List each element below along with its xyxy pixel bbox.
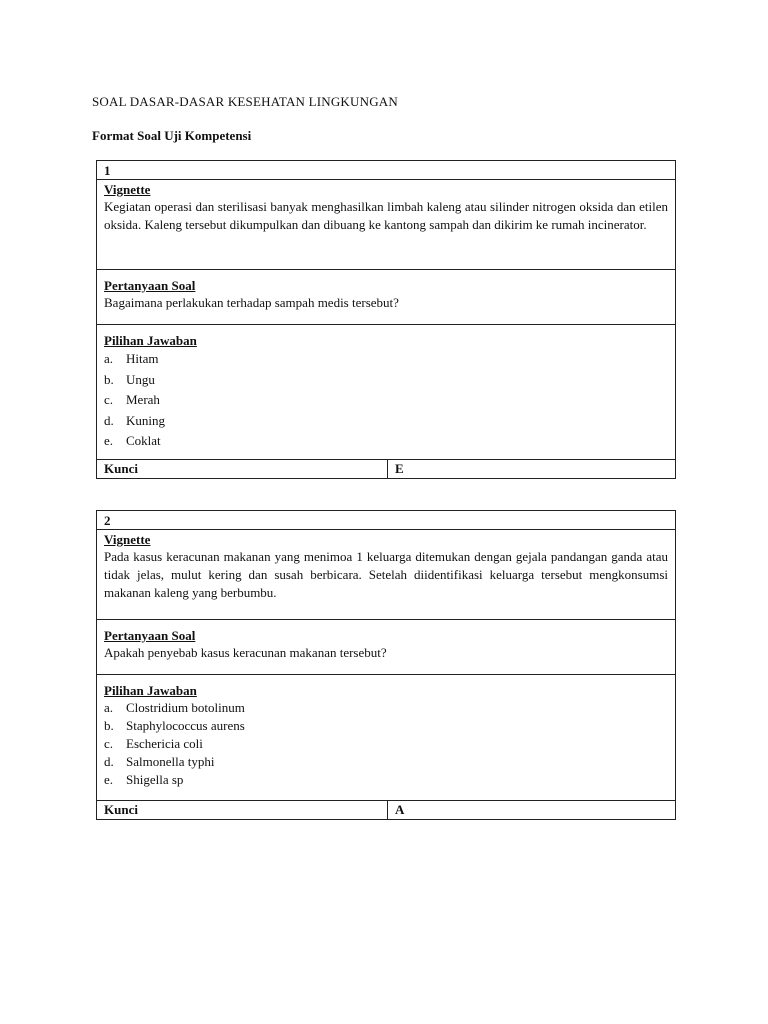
vignette-section	[97, 180, 675, 270]
option-text: Salmonella typhi	[126, 754, 215, 769]
answer-key-value: E	[395, 461, 404, 476]
option-letter: c.	[104, 392, 114, 407]
options-list	[104, 699, 668, 789]
option-text: Shigella sp	[126, 772, 184, 787]
options-list	[104, 349, 668, 452]
option-letter: a.	[104, 351, 114, 366]
option-item	[104, 753, 668, 771]
answer-key-label: Kunci	[97, 801, 388, 819]
vignette-label: Vignette	[104, 182, 151, 197]
option-item	[104, 370, 668, 391]
option-item	[104, 735, 668, 753]
option-item	[104, 411, 668, 432]
option-item	[104, 349, 668, 370]
option-text: Ungu	[126, 371, 155, 387]
option-text: Clostridium botolinum	[126, 700, 245, 715]
option-item	[104, 771, 668, 789]
option-text: Staphylococcus aurens	[126, 718, 245, 733]
vignette-text: Kegiatan operasi dan sterilisasi banyak menghasilkan limbah kaleng atau silinder nitrogen oksida dan etilen oksida. Kaleng tersebut dikumpulkan dan dibuang ke kantong sampah dan dikirim ke rumah incinerator.	[104, 199, 668, 232]
option-letter: a.	[104, 700, 114, 715]
answer-key-row	[97, 460, 675, 478]
answer-key-label: Kunci	[97, 460, 388, 478]
vignette-section	[97, 530, 675, 620]
option-letter: d.	[104, 412, 114, 428]
options-section	[97, 325, 675, 460]
option-letter: e.	[104, 772, 114, 787]
question-section	[97, 270, 675, 325]
option-letter: b.	[104, 718, 114, 733]
options-section	[97, 675, 675, 801]
answer-key-value: A	[395, 802, 405, 817]
option-item	[104, 390, 668, 411]
option-text: Merah	[126, 392, 160, 407]
question-number: 2	[97, 511, 675, 530]
document-subtitle: Format Soal Uji Kompetensi	[92, 128, 252, 143]
option-item	[104, 699, 668, 717]
option-text: Eschericia coli	[126, 736, 203, 751]
option-item	[104, 717, 668, 735]
option-text: Hitam	[126, 351, 159, 366]
question-table-2	[96, 510, 676, 820]
question-label: Pertanyaan Soal	[104, 278, 196, 293]
option-item	[104, 431, 668, 452]
question-section	[97, 620, 675, 675]
option-letter: c.	[104, 736, 114, 751]
question-text: Apakah penyebab kasus keracunan makanan tersebut?	[104, 645, 387, 660]
options-label: Pilihan Jawaban	[104, 333, 197, 348]
options-label: Pilihan Jawaban	[104, 683, 197, 698]
question-text: Bagaimana perlakukan terhadap sampah medis tersebut?	[104, 295, 399, 310]
question-table-1	[96, 160, 676, 479]
option-text: Coklat	[126, 433, 161, 448]
document-title: SOAL DASAR-DASAR KESEHATAN LINGKUNGAN	[92, 94, 398, 109]
answer-key-row	[97, 801, 675, 819]
option-letter: e.	[104, 433, 114, 448]
vignette-text: Pada kasus keracunan makanan yang menimoa 1 keluarga ditemukan dengan gejala pandangan ganda atau tidak jelas, mulut kering dan susah berbicara. Setelah diidentifikasi keluarga tersebut mengkonsumsi makanan kaleng yang berbumbu.	[104, 549, 668, 600]
option-letter: b.	[104, 371, 114, 387]
option-letter: d.	[104, 754, 114, 769]
question-label: Pertanyaan Soal	[104, 628, 196, 643]
question-number: 1	[97, 161, 675, 180]
vignette-label: Vignette	[104, 532, 151, 547]
option-text: Kuning	[126, 412, 165, 428]
